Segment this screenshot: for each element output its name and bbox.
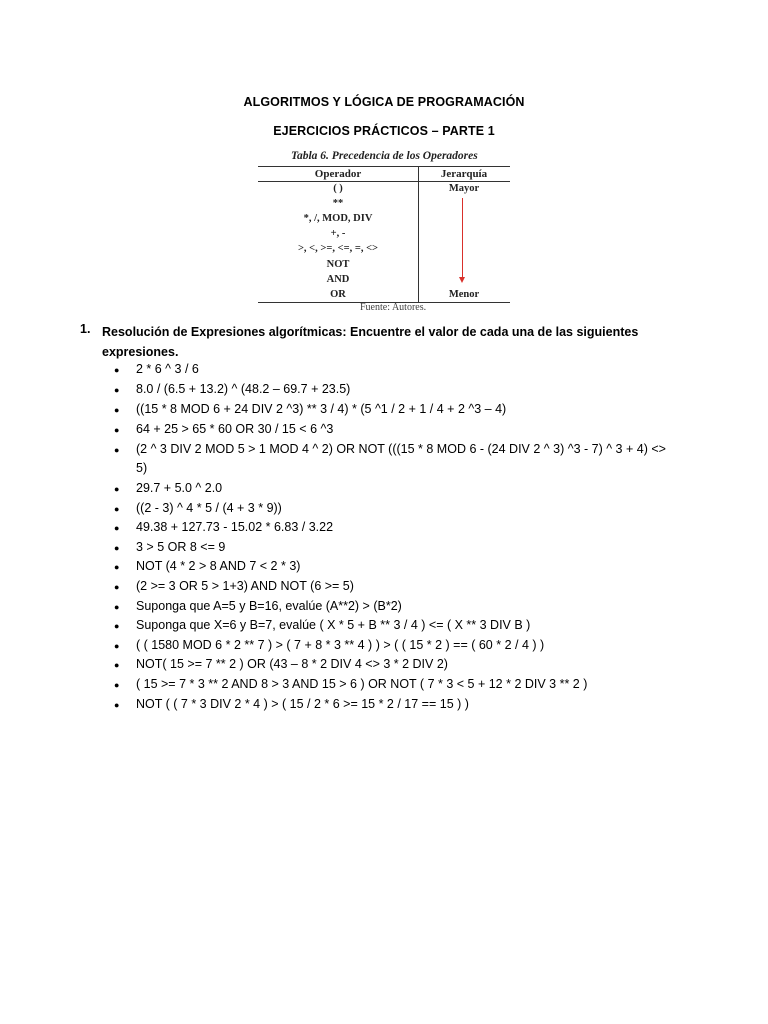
bullet-icon: ● [114,385,120,395]
expression-text: Suponga que X=6 y B=7, evalúe ( X * 5 + B ** 3 / 4 ) <= ( X ** 3 DIV B ) [136,618,531,632]
bullet-icon: ● [114,700,120,710]
expression-text: ( ( 1580 MOD 6 * 2 ** 7 ) > ( 7 + 8 * 3 ** 4 ) ) > ( ( 15 * 2 ) == ( 60 * 2 / 4 ) ) [136,638,545,652]
expression-text: ((2 - 3) ^ 4 * 5 / (4 + 3 * 9)) [136,501,282,515]
expression-text: 8.0 / (6.5 + 13.2) ^ (48.2 – 69.7 + 23.5) [136,382,351,396]
bullet-icon: ● [114,504,120,514]
bullet-icon: ● [114,405,120,415]
operator-row: >, <, >=, <=, =, <> [297,243,379,254]
table-top-rule [258,166,510,167]
expression-text: 29.7 + 5.0 ^ 2.0 [136,481,223,495]
document-title: ALGORITMOS Y LÓGICA DE PROGRAMACIÓN [243,95,525,109]
precedence-arrow-line [462,198,463,278]
expression-text: NOT (4 * 2 > 8 AND 7 < 2 * 3) [136,559,301,573]
operator-row: +, - [330,228,346,239]
expression-text: NOT ( ( 7 * 3 DIV 2 * 4 ) > ( 15 / 2 * 6 >= 15 * 2 / 17 == 15 ) ) [136,697,469,711]
expression-text: ( 15 >= 7 * 3 ** 2 AND 8 > 3 AND 15 > 6 ) OR NOT ( 7 * 3 < 5 + 12 * 2 DIV 3 ** 2 ) [136,677,588,691]
bullet-icon: ● [114,582,120,592]
expression-text: Suponga que A=5 y B=16, evalúe (A**2) > (B*2) [136,599,402,613]
expression-text: 2 * 6 ^ 3 / 6 [136,362,199,376]
operator-row: ** [332,198,344,209]
table-source: Fuente: Autores. [360,302,427,313]
bullet-icon: ● [114,562,120,572]
bullet-icon: ● [114,523,120,533]
bullet-icon: ● [114,445,120,455]
operator-row: *, /, MOD, DIV [303,213,373,224]
expression-text: ((15 * 8 MOD 6 + 24 DIV 2 ^3) ** 3 / 4) * (5 ^1 / 2 + 1 / 4 + 2 ^3 – 4) [136,402,507,416]
section-number: 1. [80,322,91,336]
bullet-icon: ● [114,680,120,690]
bullet-icon: ● [114,621,120,631]
operator-row: AND [326,274,350,285]
expression-text: (2 ^ 3 DIV 2 MOD 5 > 1 MOD 4 ^ 2) OR NOT (((15 * 8 MOD 6 - (24 DIV 2 ^ 3) ^3 - 7) ^ 3 + 4) <> 5) [136,442,666,475]
operator-row: ( ) [333,183,343,194]
table-caption: Tabla 6. Precedencia de los Operadores [291,150,478,162]
expression-text: 64 + 25 > 65 * 60 OR 30 / 15 < 6 ^3 [136,422,334,436]
expression-text: 3 > 5 OR 8 <= 9 [136,540,226,554]
bullet-icon: ● [114,641,120,651]
operator-row: OR [330,289,346,300]
expression-text: NOT( 15 >= 7 ** 2 ) OR (43 – 8 * 2 DIV 4 <> 3 * 2 DIV 2) [136,657,448,671]
document-subtitle: EJERCICIOS PRÁCTICOS – PARTE 1 [273,124,495,138]
bullet-icon: ● [114,660,120,670]
operator-row: NOT [326,259,350,270]
bullet-icon: ● [114,602,120,612]
hierarchy-bottom-label: Menor [448,289,480,300]
section-title: Resolución de Expresiones algorítmicas: Encuentre el valor de cada una de las siguientes expresiones. [102,325,639,359]
bullet-icon: ● [114,484,120,494]
down-arrow-icon [459,277,465,283]
table-header-rule [258,181,510,182]
expression-text: 49.38 + 127.73 - 15.02 * 6.83 / 3.22 [136,520,334,534]
operator-precedence-table [258,150,510,315]
table-header-operator: Operador [314,168,362,180]
hierarchy-top-label: Mayor [448,183,480,194]
bullet-icon: ● [114,543,120,553]
bullet-icon: ● [114,365,120,375]
bullet-icon: ● [114,425,120,435]
expression-text: (2 >= 3 OR 5 > 1+3) AND NOT (6 >= 5) [136,579,354,593]
table-header-hierarchy: Jerarquía [440,168,488,180]
